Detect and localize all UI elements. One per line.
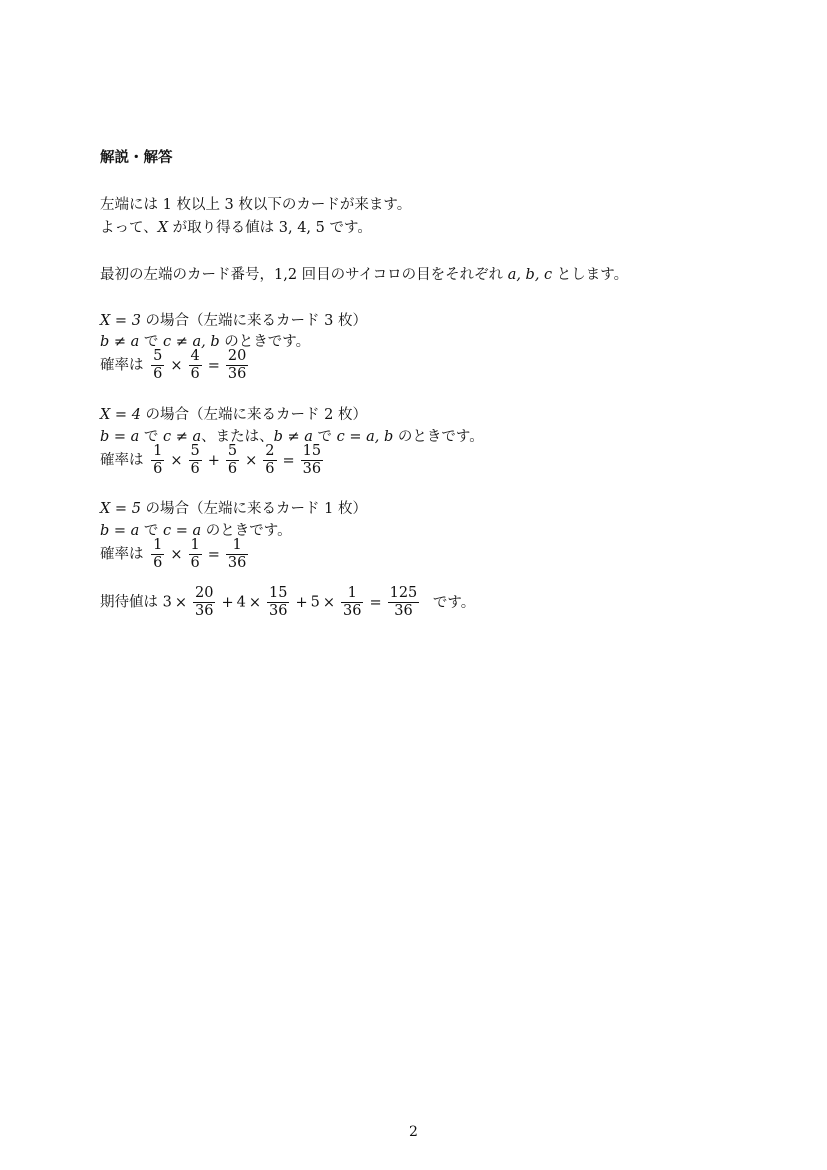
case5-f2-den: 6 xyxy=(190,555,200,571)
case5-op-1: × xyxy=(170,546,183,563)
intro-line-1: 左端には 1 枚以上 3 枚以下のカードが来ます。 xyxy=(100,197,412,213)
exp-f2-den: 36 xyxy=(269,603,288,619)
case4-title xyxy=(100,405,367,425)
case4-op-3: × xyxy=(245,452,258,469)
exp-f1-num: 20 xyxy=(195,585,214,601)
case5-probability xyxy=(100,537,251,572)
page-number: 2 xyxy=(409,1124,418,1140)
case4-prob-label: 確率は xyxy=(100,452,144,469)
case4-title-math: X = 4 xyxy=(100,407,141,423)
case3-title-math: X = 3 xyxy=(100,313,141,329)
exp-result-num: 125 xyxy=(389,585,418,601)
case5-prob-label: 確率は xyxy=(100,546,144,563)
case4-fraction-4 xyxy=(263,443,276,478)
intro-line-2-post: です。 xyxy=(324,220,372,236)
exp-f3-den: 36 xyxy=(343,603,362,619)
case3-fraction-1 xyxy=(151,348,164,383)
case4-fraction-3 xyxy=(226,443,239,478)
exp-x3: × xyxy=(322,594,335,611)
case4-eq: = xyxy=(282,452,295,469)
exp-f1-den: 36 xyxy=(195,603,214,619)
intro-line-3 xyxy=(100,265,628,285)
case4-cond-de2: で xyxy=(312,429,337,445)
case3-f2-num: 4 xyxy=(190,348,200,364)
intro-line-2-vals: 3, 4, 5 xyxy=(278,220,325,236)
exp-p2: + xyxy=(295,594,308,611)
case3-result-den: 36 xyxy=(227,366,247,382)
case5-fraction-2 xyxy=(189,537,202,572)
case5-result-den: 36 xyxy=(227,555,247,571)
exp-c1: 3 xyxy=(162,594,172,611)
expectation-line xyxy=(100,585,475,620)
case4-cond-de: で xyxy=(139,429,164,445)
expectation-label: 期待値は xyxy=(100,594,158,611)
case5-f2-num: 1 xyxy=(190,537,200,553)
intro-line-3-vars: a, b, c xyxy=(507,267,553,283)
case5-title-text: の場合（左端に来るカード 1 枚） xyxy=(140,501,367,517)
exp-eq: = xyxy=(369,594,382,611)
case3-result-num: 20 xyxy=(227,348,247,364)
case3-cond-de: で xyxy=(139,334,164,350)
exp-p1: + xyxy=(221,594,234,611)
case4-f1-den: 6 xyxy=(153,461,163,477)
case4-probability xyxy=(100,443,326,478)
intro-line-3-post: とします。 xyxy=(552,267,629,283)
case4-cond-mid: 、または、 xyxy=(201,429,274,445)
case5-result xyxy=(226,537,248,572)
case4-result-den: 36 xyxy=(302,461,322,477)
section-heading: 解説・解答 xyxy=(100,150,173,166)
case5-title xyxy=(100,499,367,519)
case4-cond-end: のときです。 xyxy=(393,429,484,445)
case4-f3-num: 5 xyxy=(227,443,238,459)
case4-f2-den: 6 xyxy=(190,461,200,477)
case3-probability xyxy=(100,348,251,383)
intro-line-2-var: X xyxy=(157,220,169,236)
case5-cond-end: のときです。 xyxy=(201,523,292,539)
case5-eq: = xyxy=(207,546,220,563)
case3-title xyxy=(100,311,367,331)
exp-result xyxy=(388,585,420,620)
case4-result xyxy=(301,443,323,478)
case4-op-1: × xyxy=(170,452,183,469)
exp-result-den: 36 xyxy=(394,603,413,619)
case3-op-1: × xyxy=(170,357,183,374)
case3-result xyxy=(226,348,248,383)
case4-cond-d: c = a, b xyxy=(336,429,394,445)
exp-fraction-1 xyxy=(193,585,215,620)
case4-result-num: 15 xyxy=(302,443,322,459)
case4-op-2: + xyxy=(207,452,220,469)
case4-f3-den: 6 xyxy=(227,461,238,477)
case5-f1-num: 1 xyxy=(153,537,163,553)
case4-fraction-2 xyxy=(189,443,202,478)
case5-f1-den: 6 xyxy=(153,555,163,571)
exp-f3-num: 1 xyxy=(341,585,363,603)
case3-f1-num: 5 xyxy=(153,348,163,364)
case3-fraction-2 xyxy=(189,348,202,383)
case4-f1-num: 1 xyxy=(153,443,163,459)
case5-cond-a: b = a xyxy=(100,523,140,539)
case4-cond-c: b ≠ a xyxy=(273,429,313,445)
case3-title-text: の場合（左端に来るカード 3 枚） xyxy=(140,313,367,329)
intro-line-3-pre: 最初の左端のカード番号，1,2 回目のサイコロの目をそれぞれ xyxy=(100,267,508,283)
exp-x2: × xyxy=(248,594,261,611)
case5-fraction-1 xyxy=(151,537,164,572)
intro-line-2-pre: よって、 xyxy=(100,220,158,236)
exp-x1: × xyxy=(174,594,187,611)
case3-cond-end: のときです。 xyxy=(219,334,311,350)
case4-title-text: の場合（左端に来るカード 2 枚） xyxy=(140,407,367,423)
case3-cond-b: c ≠ a, b xyxy=(163,334,220,350)
case3-prob-label: 確率は xyxy=(100,357,144,374)
case3-eq: = xyxy=(207,357,220,374)
case5-result-num: 1 xyxy=(226,537,248,555)
exp-fraction-2 xyxy=(267,585,289,620)
exp-fraction-3 xyxy=(341,585,363,620)
exp-c2: 4 xyxy=(236,594,246,611)
expectation-end: です。 xyxy=(432,594,476,611)
exp-c3: 5 xyxy=(310,594,320,611)
case5-cond-de: で xyxy=(139,523,164,539)
case3-f1-den: 6 xyxy=(153,366,163,382)
intro-line-2-mid: が取り得る値は xyxy=(168,220,279,236)
case4-f2-num: 5 xyxy=(190,443,200,459)
case5-title-math: X = 5 xyxy=(100,501,141,517)
case3-cond-a: b ≠ a xyxy=(100,334,140,350)
exp-f2-num: 15 xyxy=(269,585,288,601)
case4-f4-den: 6 xyxy=(265,461,275,477)
case3-f2-den: 6 xyxy=(190,366,200,382)
case4-cond-b: c ≠ a xyxy=(163,429,202,445)
case5-cond-b: c = a xyxy=(163,523,202,539)
case4-cond-a: b = a xyxy=(100,429,140,445)
case4-f4-num: 2 xyxy=(265,443,275,459)
case4-fraction-1 xyxy=(151,443,164,478)
intro-line-2 xyxy=(100,218,372,238)
